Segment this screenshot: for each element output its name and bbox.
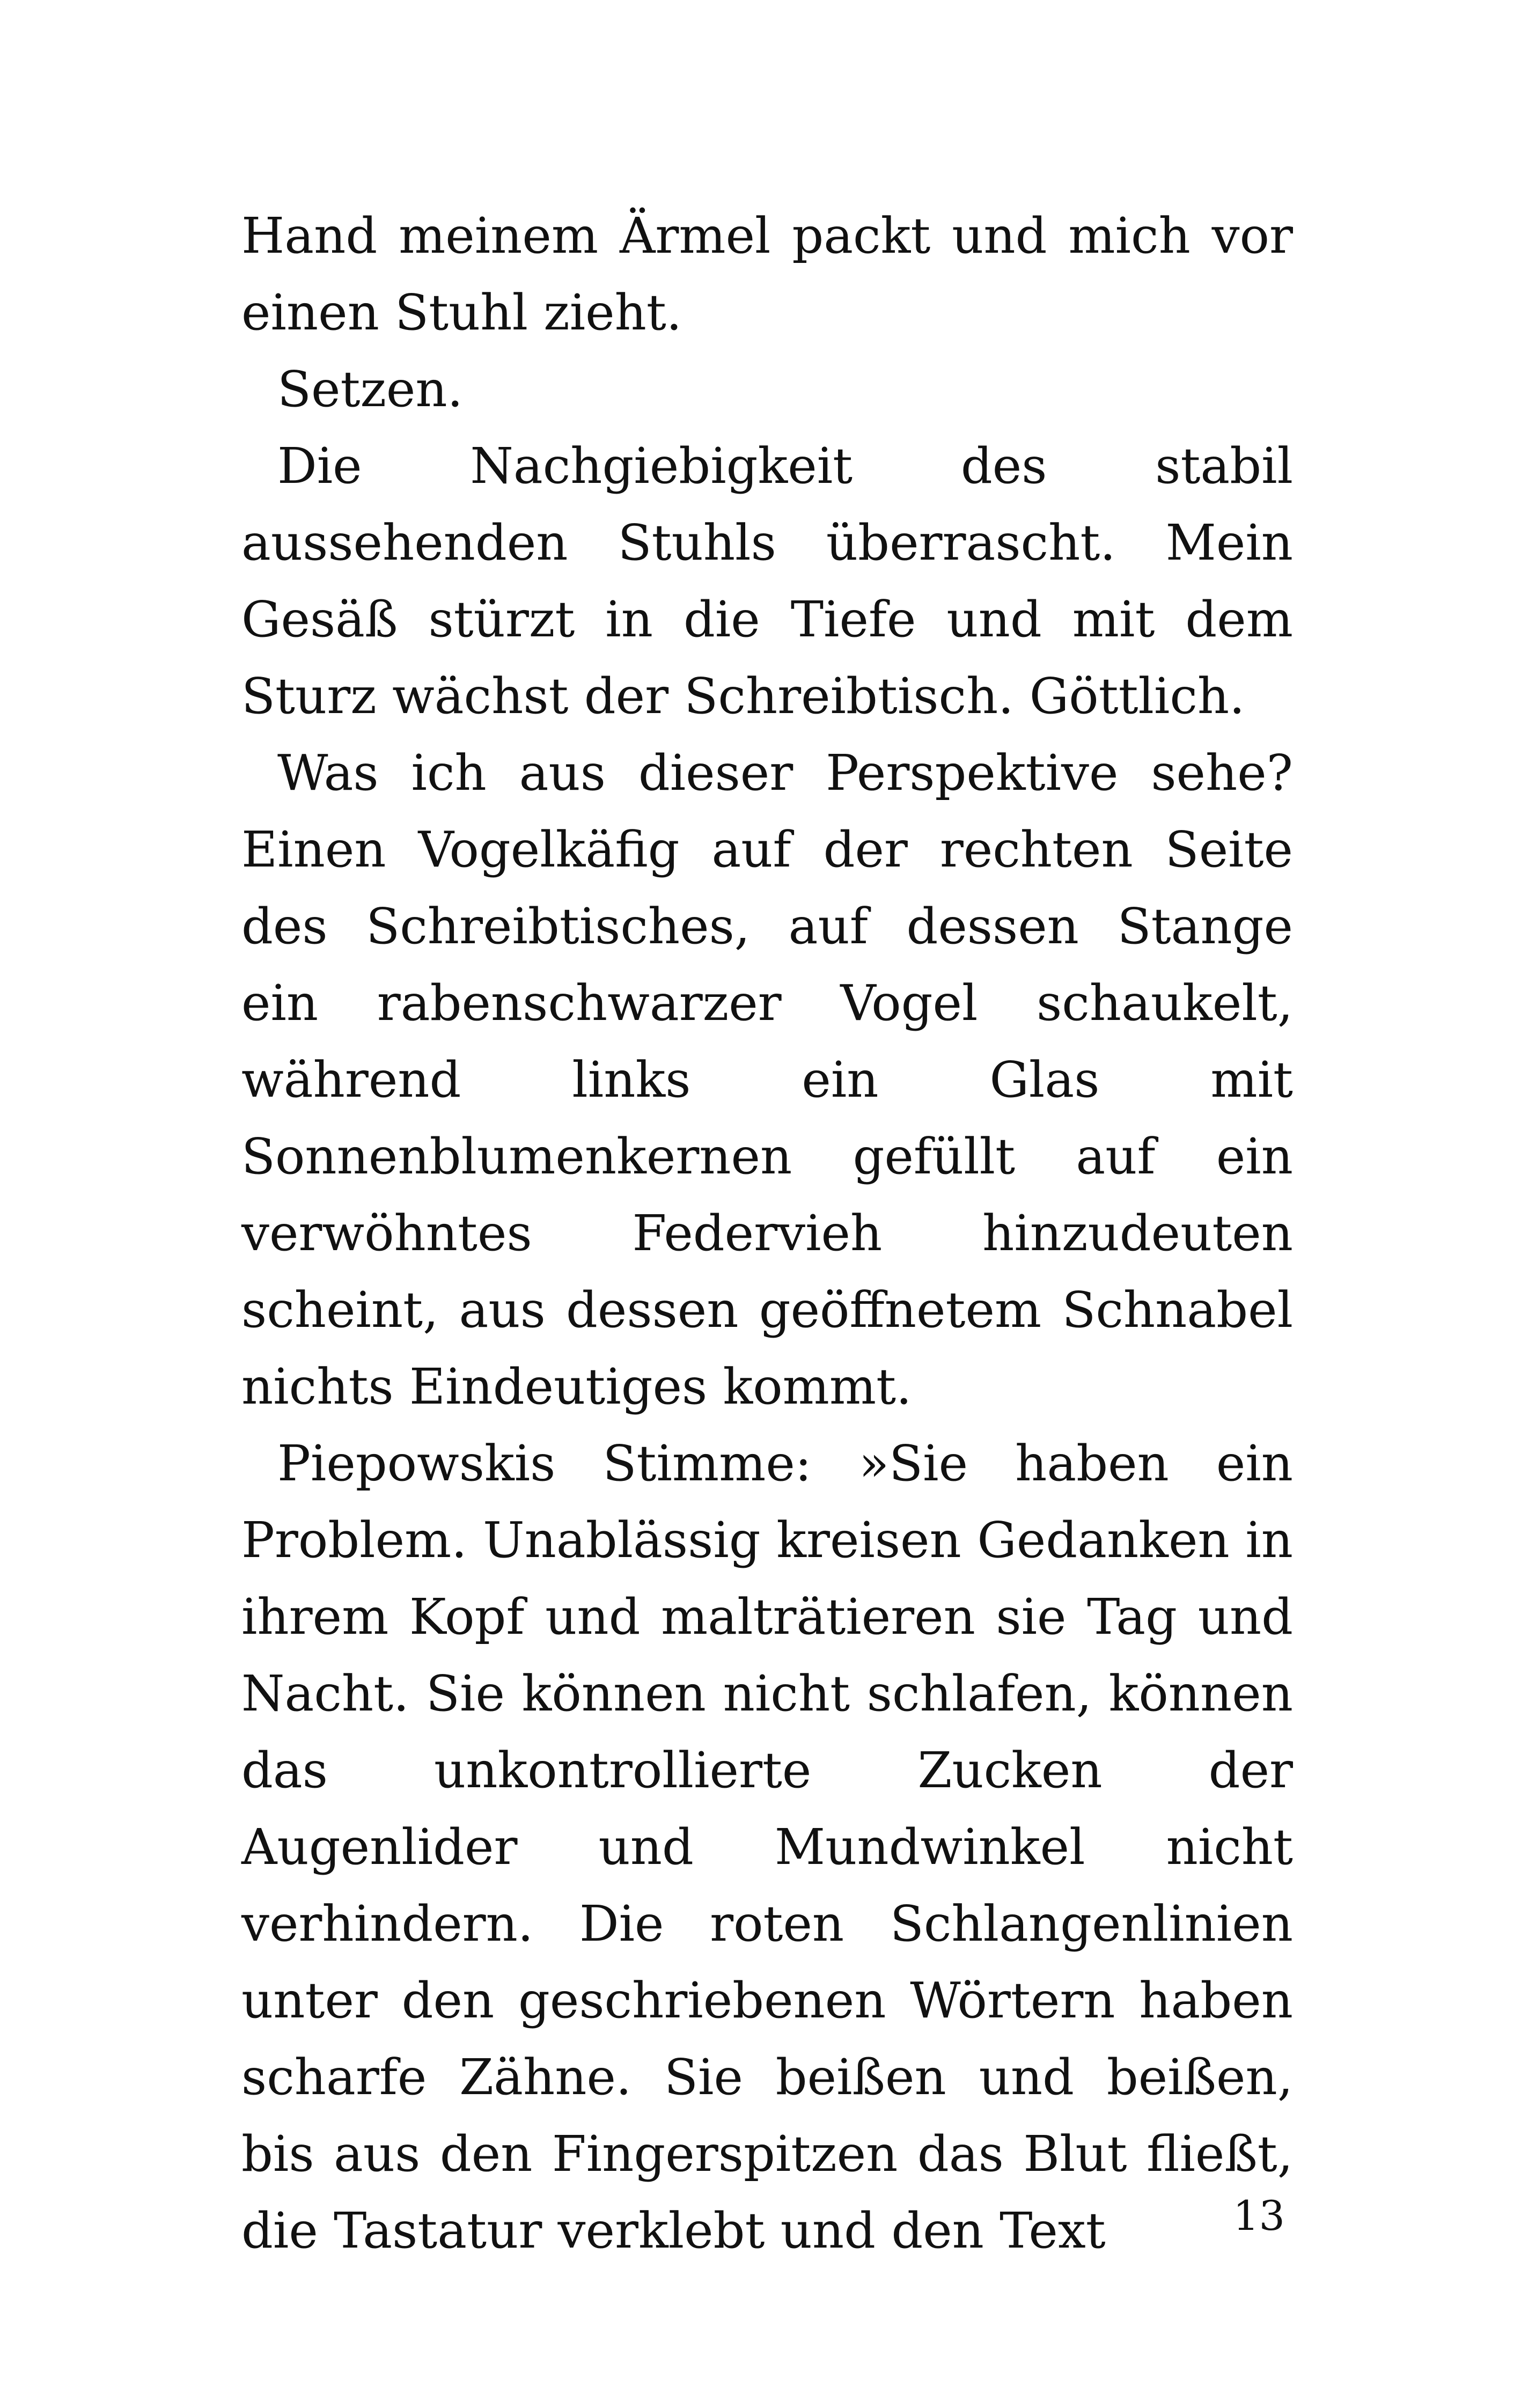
paragraph-setzen: Setzen.: [277, 361, 463, 418]
page-number: 13: [1233, 2192, 1285, 2240]
paragraph-stuhl: Die Nachgiebigkeit des stabil aussehenden Stuhls überrascht. Mein Gesäß stürzt in die Tiefe und mit dem Sturz wächst der Schreibtisch. Göttlich.: [241, 437, 1293, 725]
paragraph-perspektive: Was ich aus dieser Perspektive sehe? Einen Vogelkäfig auf der rechten Seite des Schreibtisches, auf dessen Stange ein rabenschwarzer Vogel schaukelt, während links ein Glas mit Sonnenblumenkernen gefüllt auf ein verwöhntes Federvieh hinzudeuten scheint, aus dessen geöffnetem Schnabel nichts Eindeutiges kommt.: [241, 744, 1293, 1415]
paragraph-piepowski: Piepowskis Stimme: »Sie haben ein Problem. Unablässig kreisen Gedanken in ihrem Kopf und malträtieren sie Tag und Nacht. Sie können nicht schlafen, können das unkontrollierte Zucken der Augenlider und Mundwinkel nicht verhindern. Die roten Schlangenlinien unter den geschriebenen Wörtern haben scharfe Zähne. Sie beißen und beißen, bis aus den Fingerspitzen das Blut fließt, die Tastatur verklebt und den Text: [241, 1435, 1293, 2259]
paragraph-continuation: Hand meinem Ärmel packt und mich vor einen Stuhl zieht.: [241, 207, 1293, 341]
body-text: [241, 197, 1293, 2269]
